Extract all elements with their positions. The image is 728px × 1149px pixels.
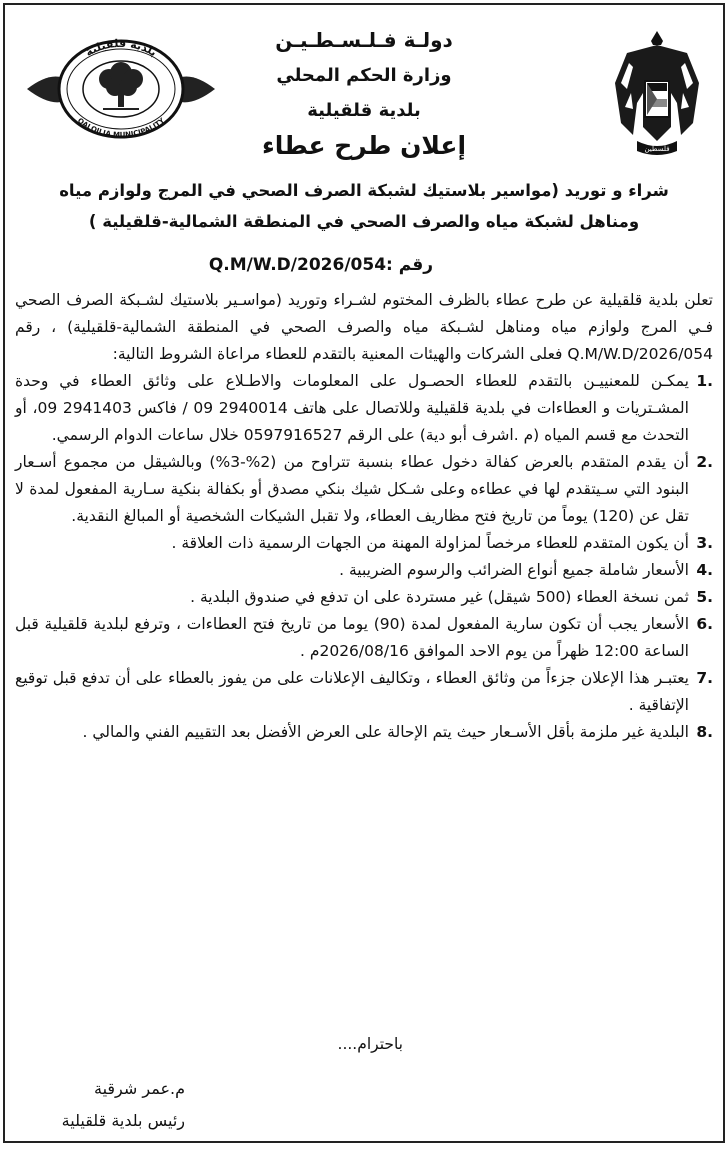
intro-paragraph: تعلن بلدية قلقيلية عن طرح عطاء بالظرف المختوم لشـراء وتوريد (مواسـير بلاستيك لشـبكة الصرف الصحي فـي المرج ولوازم مياه ومناهل لشـبكة مياه والصرف الصحي في المنطقة الشمالية-قلقيلية) ، رقم Q.M/W.D/2026/054 فعلى الشركات والهيئات المعنية بالتقدم للعطاء مراعاة الشروط التالية: [15, 291, 713, 363]
state-name: دولـة فـلـسـطـيـن [275, 28, 453, 52]
municipality-name: بلدية قلقيلية [307, 100, 421, 121]
palestine-eagle-emblem [607, 23, 707, 163]
subject-line-2: ومناهل لشبكة مياه والصرف الصحي في المنطقة الشمالية-قلقيلية ) [88, 212, 640, 231]
signatory-name: م.عمر شرقية [94, 1079, 185, 1098]
signatory-title: رئيس بلدية قلقيلية [61, 1111, 185, 1130]
notice-title: إعلان طرح عطاء [261, 131, 467, 160]
closing-greeting: باحترام.... [337, 1035, 403, 1053]
logo-english-text: QALQILIA MUNICIPALITY [75, 116, 167, 139]
tender-subject [15, 175, 713, 237]
reference-label: رقم : [386, 255, 433, 275]
condition-item: .8 البلدية غير ملزمة بأقل الأسـعار حيث يتم الإحالة على العرض الأفضل بعد التقييم الفني والمالي . [82, 723, 713, 741]
condition-item: .4 الأسعار شاملة جميع أنواع الضرائب والرسوم الضريبية . [339, 561, 713, 579]
condition-item: .2 أن يقدم المتقدم بالعرض كفالة دخول عطاء بنسبة تتراوح من (2%-3%) وبالشيقل من مجموع أسـعار البنود التي سـيتقدم لها في عطاءه وعلى شـكل شيك بنكي مصدق أو بكفالة بنكية سـارية المفعول لمدة لا تقل عن (120) يوماً من تاريخ فتح مظاريف العطاء، ولا تقبل الشيكات الشخصية أو المبالغ النقدية. [15, 453, 713, 525]
emblem-caption: فلسطين [644, 145, 670, 153]
condition-item: .6 الأسعار يجب أن تكون سارية المفعول لمدة (90) يوما من تاريخ فتح العطاءات ، وترفع لبلدية قلقيلية قبل الساعة 12:00 ظهراً من يوم الاحد الموافق 2026/08/16م . [15, 615, 713, 660]
condition-item: .3 أن يكون المتقدم للعطاء مرخصاً لمزاولة المهنة من الجهات الرسمية ذات العلاقة . [171, 534, 713, 552]
notice-body [15, 287, 713, 746]
signature-block [62, 1073, 185, 1137]
tender-reference [209, 255, 433, 275]
qalqilia-municipality-logo [23, 29, 219, 139]
ministry-name: وزارة الحكم المحلي [276, 65, 452, 86]
reference-number: Q.M/W.D/2026/054 [208, 255, 387, 275]
notice-header [225, 23, 503, 163]
condition-item: .5 ثمن نسخة العطاء (500 شيقل) غير مستردة على ان تدفع في صندوق البلدية . [190, 588, 713, 606]
tender-notice [3, 3, 725, 1143]
condition-item: .7 يعتبـر هذا الإعلان جزءاً من وثائق العطاء ، وتكاليف الإعلانات على من يفوز بالعطاء على أن تدفع قبل توقيع الإتفاقية . [15, 669, 713, 714]
logo-arabic-text: بلدية قلقيلية [83, 36, 160, 60]
condition-item: .1 يمكـن للمعنييـن بالتقدم للعطاء الحصـول على المعلومات والاطـلاع على وثائق العطاء في وحدة المشـتريات و العطاءات في بلدية قلقيلية وللاتصال على هاتف 2940014 09 / فاكس 2941403 09، أو التحدث مع قسم المياه (م .اشرف أبو دية) على الرقم 0597916527 خلال ساعات الدوام الرسمي. [15, 372, 713, 444]
subject-line-1: شراء و توريد (مواسير بلاستيك لشبكة الصرف الصحي في المرج ولوازم مياه [59, 181, 669, 200]
